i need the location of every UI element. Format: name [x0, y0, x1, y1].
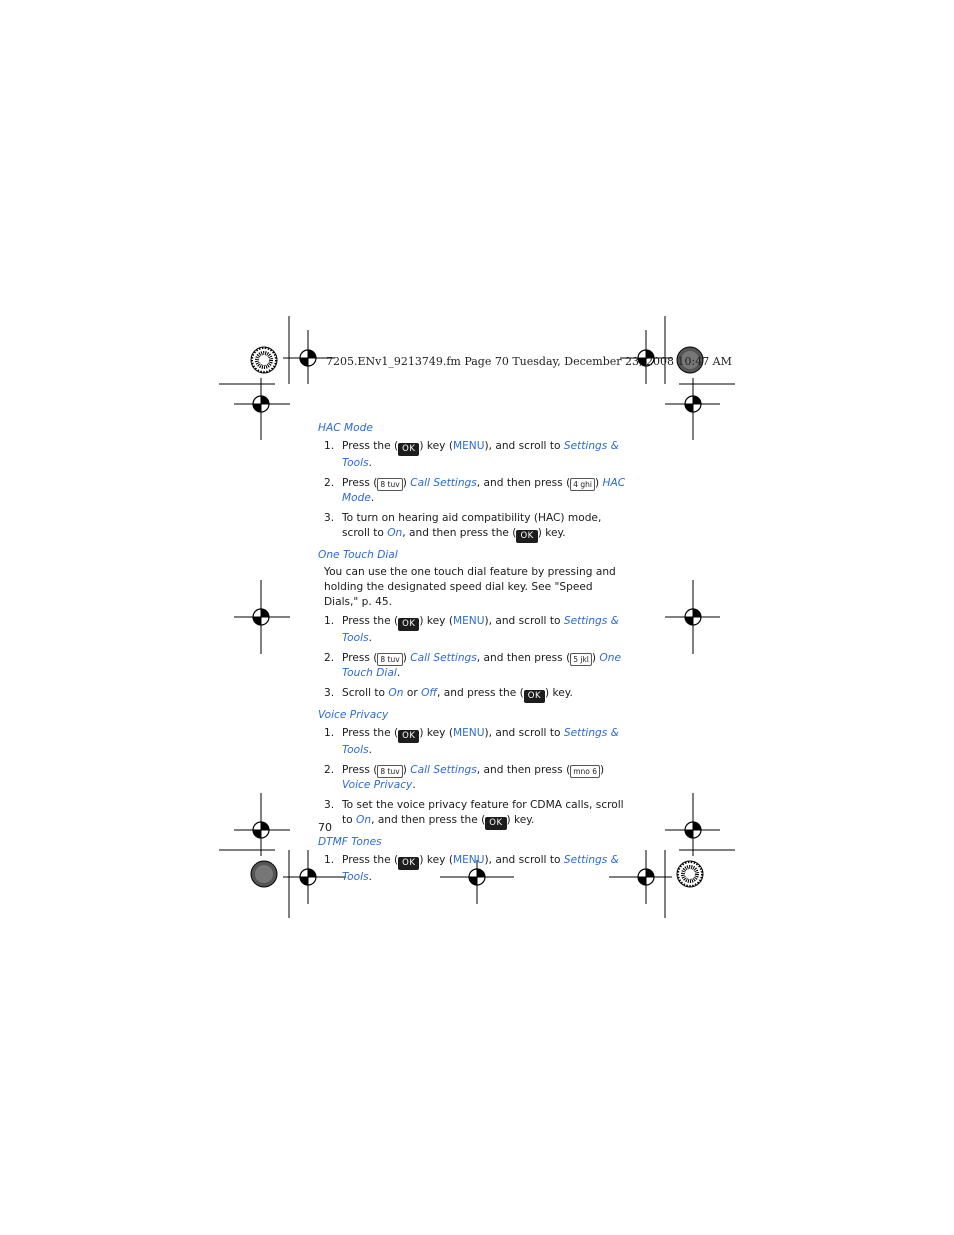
file-info-header: 7205.ENv1_9213749.fm Page 70 Tuesday, December 23, 2008 10:47 AM [326, 355, 732, 368]
step: 1. Press the ( OK ) key (MENU), and scroll to Settings & Tools. [324, 615, 619, 644]
step: 1. Press the ( OK ) key (MENU), and scroll to Settings & Tools. [324, 854, 619, 883]
ok-key-icon: OK [398, 618, 419, 631]
section-title-one-touch-dial: One Touch Dial [318, 549, 398, 561]
step: 1. Press the ( OK ) key (MENU), and scroll to Settings & Tools. [324, 727, 619, 756]
step: 3. Scroll to On or Off, and press the ( OK ) key. [324, 687, 573, 701]
step: 1. Press the ( OK ) key (MENU), and scroll to Settings & Tools. [324, 440, 619, 469]
key-8-icon: 8 tuv [377, 653, 402, 666]
ok-key-icon: OK [524, 690, 545, 703]
menu-target: Settings & Tools [342, 440, 619, 469]
key-4-icon: 4 ghi [570, 478, 595, 491]
step: 2. Press ( 8 tuv ) Call Settings, and then press ( 5 jkl ) One Touch Dial. [324, 652, 621, 679]
ok-key-icon: OK [485, 817, 506, 830]
section-title-hac-mode: HAC Mode [318, 422, 373, 434]
step: 2. Press ( 8 tuv ) Call Settings, and then press ( mno 6 ) Voice Privacy. [324, 764, 605, 791]
step: 3. To set the voice privacy feature for CDMA calls, scroll to On, and then press the ( OK ) key. [324, 799, 624, 828]
section-title-voice-privacy: Voice Privacy [318, 709, 389, 721]
ok-key-icon: OK [398, 857, 419, 870]
ok-key-icon: OK [398, 730, 419, 743]
ok-key-icon: OK [516, 530, 537, 543]
key-6-icon: mno 6 [570, 765, 600, 778]
page-number: 70 [318, 821, 332, 834]
intro-paragraph: You can use the one touch dial feature by pressing and holding the designated speed dial key. See "Speed Dials," p. 45. [324, 566, 616, 608]
step: 2. Press ( 8 tuv ) Call Settings, and then press ( 4 ghi ) HAC Mode. [324, 477, 626, 504]
step: 3. To turn on hearing aid compatibility (HAC) mode, scroll to On, and then press the ( OK ) key. [324, 512, 602, 541]
manual-content [318, 421, 630, 890]
menu-label: MENU [452, 440, 485, 452]
ok-key-icon: OK [398, 443, 419, 456]
key-5-icon: 5 jkl [570, 653, 592, 666]
key-8-icon: 8 tuv [377, 478, 402, 491]
section-title-dtmf-tones: DTMF Tones [318, 836, 382, 848]
key-8-icon: 8 tuv [377, 765, 402, 778]
